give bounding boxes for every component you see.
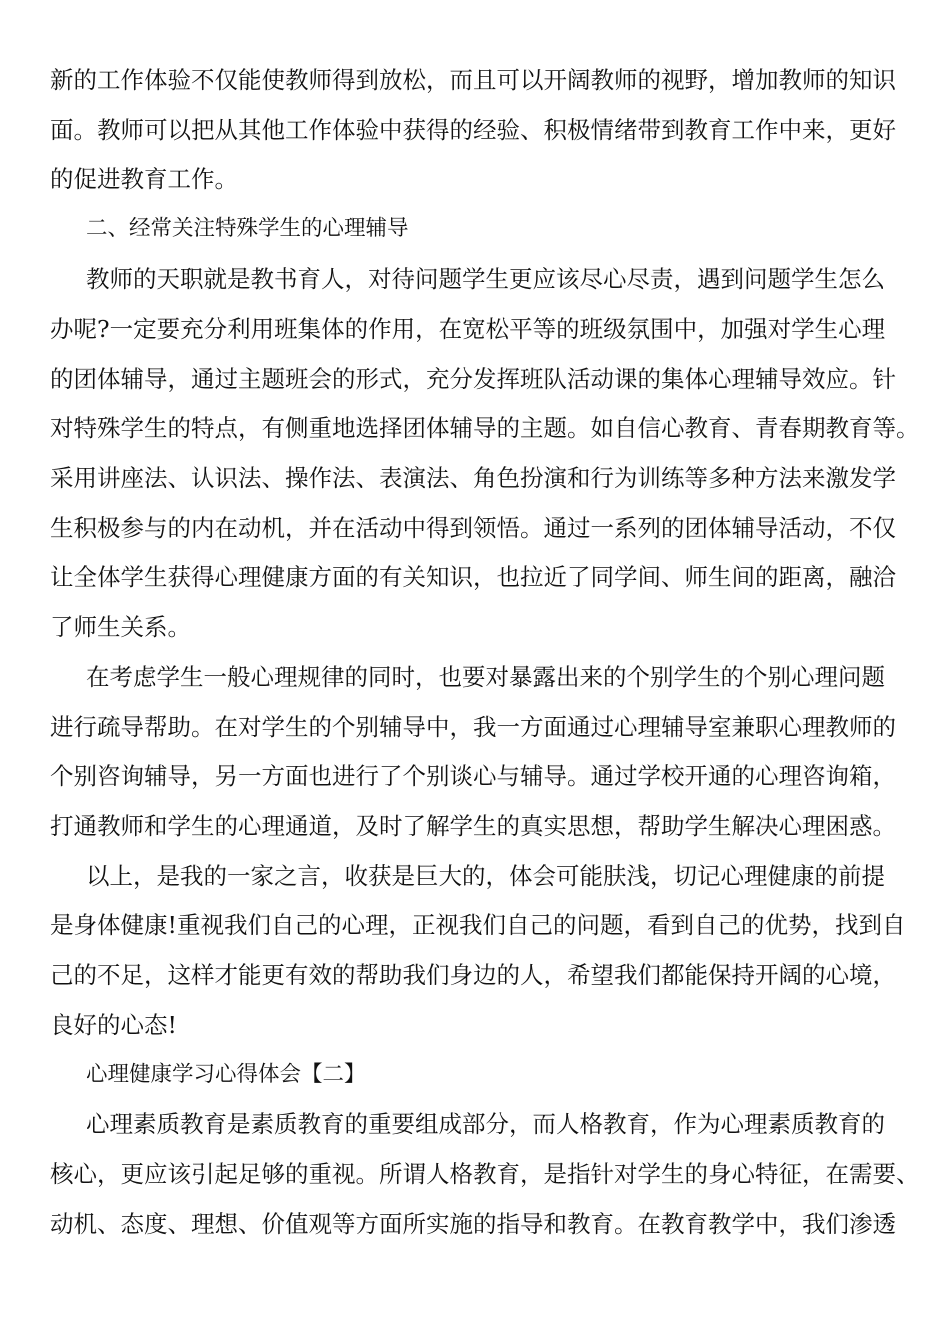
body-text-line: 的促进教育工作。: [50, 165, 238, 193]
body-text-line: 了师生关系。: [50, 613, 191, 641]
body-text-line: 打通教师和学生的心理通道，及时了解学生的真实思想，帮助学生解决心理困惑。: [50, 812, 896, 840]
body-text-line: 以上，是我的一家之言，收获是巨大的，体会可能肤浅，切记心理健康的前提: [86, 862, 885, 890]
body-text-line: 心理素质教育是素质教育的重要组成部分，而人格教育，作为心理素质教育的: [86, 1110, 885, 1138]
section-heading: 心理健康学习心得体会【二】: [86, 1062, 366, 1087]
section-heading: 二、经常关注特殊学生的心理辅导: [86, 216, 409, 241]
body-text-line: 的团体辅导，通过主题班会的形式，充分发挥班队活动课的集体心理辅导效应。针: [50, 365, 896, 393]
body-text-line: 核心，更应该引起足够的重视。所谓人格教育，是指针对学生的身心特征，在需要、: [50, 1160, 920, 1188]
body-text-line: 良好的心态!: [50, 1011, 177, 1039]
body-text-line: 动机、态度、理想、价值观等方面所实施的指导和教育。在教育教学中，我们渗透: [50, 1210, 896, 1238]
body-text-line: 生积极参与的内在动机，并在活动中得到领悟。通过一系列的团体辅导活动，不仅: [50, 514, 896, 542]
body-text-line: 进行疏导帮助。在对学生的个别辅导中，我一方面通过心理辅导室兼职心理教师的: [50, 713, 896, 741]
body-text-line: 采用讲座法、认识法、操作法、表演法、角色扮演和行为训练等多种方法来激发学: [50, 464, 896, 492]
body-text-line: 个别咨询辅导，另一方面也进行了个别谈心与辅导。通过学校开通的心理咨询箱，: [50, 762, 896, 790]
body-text-line: 教师的天职就是教书育人，对待问题学生更应该尽心尽责，遇到问题学生怎么: [86, 265, 885, 293]
body-text-line: 办呢?一定要充分利用班集体的作用，在宽松平等的班级氛围中，加强对学生心理: [50, 315, 886, 343]
body-text-line: 面。教师可以把从其他工作体验中获得的经验、积极情绪带到教育工作中来，更好: [50, 116, 896, 144]
body-text-line: 新的工作体验不仅能使教师得到放松，而且可以开阔教师的视野，增加教师的知识: [50, 66, 896, 94]
body-text-line: 对特殊学生的特点，有侧重地选择团体辅导的主题。如自信心教育、青春期教育等。: [50, 414, 920, 442]
body-text-line: 让全体学生获得心理健康方面的有关知识，也拉近了同学间、师生间的距离，融洽: [50, 563, 896, 591]
body-text-line: 在考虑学生一般心理规律的同时，也要对暴露出来的个别学生的个别心理问题: [86, 663, 885, 691]
body-text-line: 是身体健康!重视我们自己的心理，正视我们自己的问题，看到自己的优势，找到自: [50, 911, 906, 939]
body-text-line: 己的不足，这样才能更有效的帮助我们身边的人，希望我们都能保持开阔的心境，: [50, 961, 896, 989]
